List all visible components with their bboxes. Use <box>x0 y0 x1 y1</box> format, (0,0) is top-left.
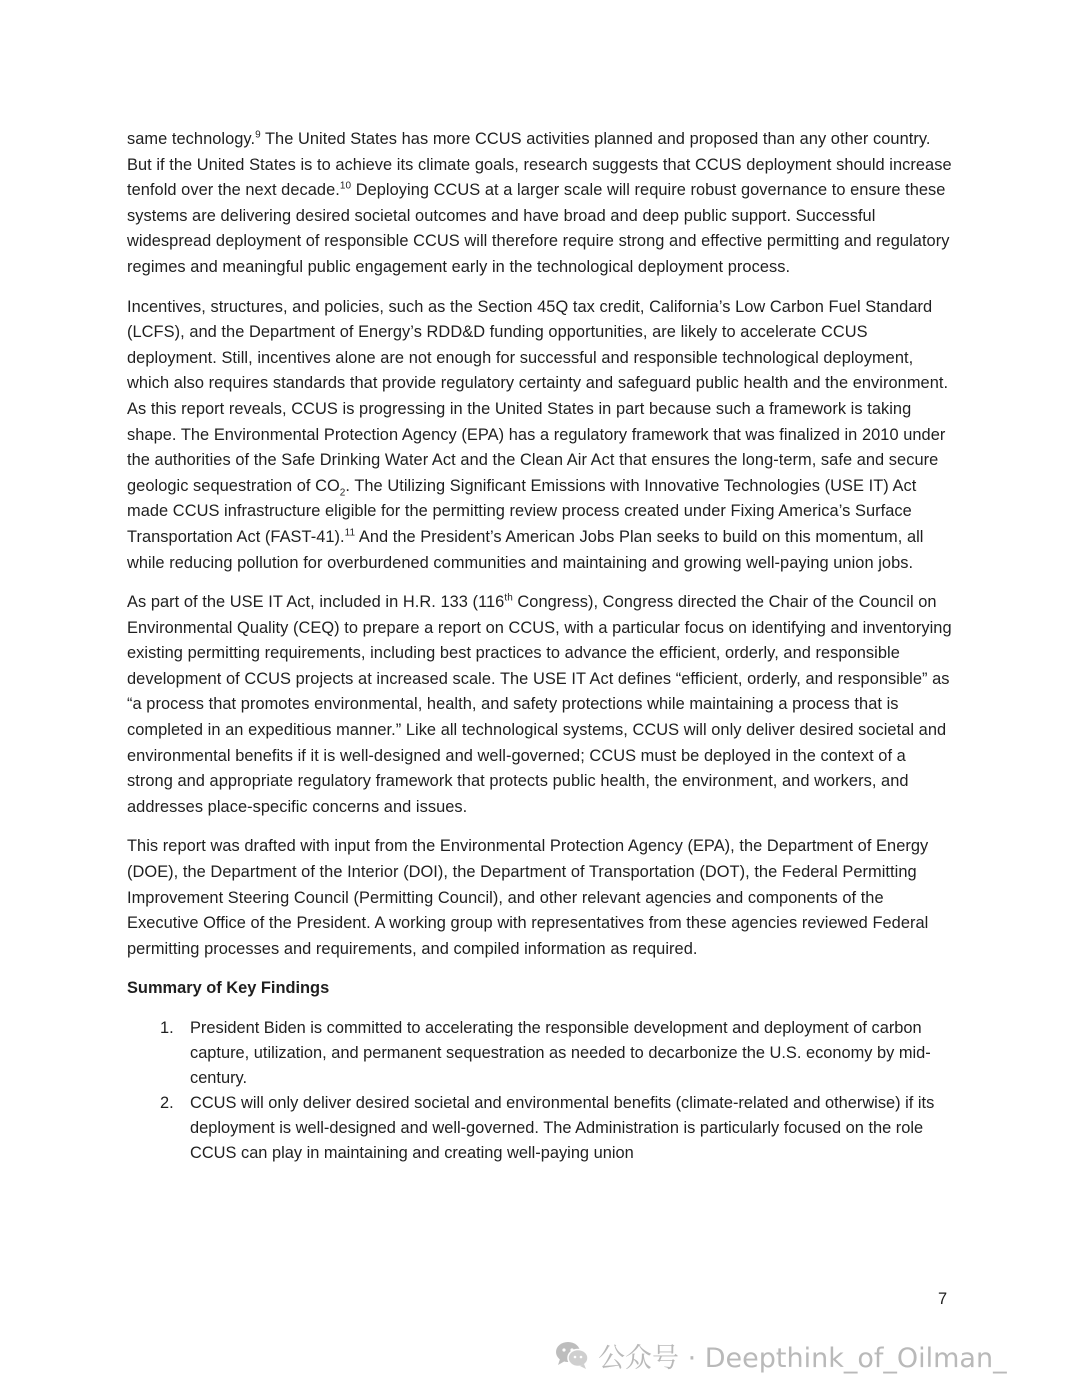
paragraph-text: And the President’s American Jobs Plan seeks to build on this momentum, all while reducing pollution for overburdened communities and maintaining and growing well-paying union jobs. <box>127 527 924 572</box>
body-paragraphs <box>127 127 955 962</box>
paragraph-text: The United States has more CCUS activities planned and proposed than any other country. But if the United States is to achieve its climate goals, research suggests that CCUS deployment should increase tenfold over the next decade. <box>127 130 952 200</box>
document-page <box>127 127 955 1166</box>
watermark <box>554 1335 1007 1375</box>
footnote-reference: 11 <box>344 527 356 539</box>
key-findings-list <box>127 1016 955 1166</box>
list-item-number: 1. <box>160 1019 174 1037</box>
paragraph-text: Congress), Congress directed the Chair of the Council on Environmental Quality (CEQ) to prepare a report on CCUS, with a particular focus on identifying and inventorying existing permitting requirements, including best practices to advance the efficient, orderly, and responsible development of CCUS projects at increased scale. The USE IT Act defines “efficient, orderly, and responsible” as “a process that promotes environmental, health, and safety protections while maintaining a process that is completed in an expeditious manner.” Like all technological systems, CCUS will only deliver desired societal and environmental benefits if it is well-designed and well-governed; CCUS must be deployed in the context of a strong and appropriate regulatory framework that protects public health, the environment, and workers, and addresses place-specific concerns and issues. <box>127 593 952 816</box>
paragraph <box>127 127 955 281</box>
list-item-text: CCUS will only deliver desired societal and environmental benefits (climate-related and otherwise) if its deployment is well-designed and well-governed. The Administration is particularly focused on the role CCUS can play in maintaining and creating well-paying union <box>190 1094 935 1162</box>
subscript: 2 <box>339 487 346 498</box>
paragraph-text: Deploying CCUS at a larger scale will require robust governance to ensure these systems are delivering desired societal outcomes and have broad and deep public support. Successful widespread deployment of responsible CCUS will therefore require strong and effective permitting and regulatory regimes and meaningful public engagement early in the technological deployment process. <box>127 181 950 276</box>
footnote-reference: 10 <box>339 180 352 192</box>
paragraph-text: This report was drafted with input from the Environmental Protection Agency (EPA), the Department of Energy (DOE), the Department of the Interior (DOI), the Department of Transportation (DOT), the Federal Permitting Improvement Steering Council (Permitting Council), and other relevant agencies and components of the Executive Office of the President. A working group with representatives from these agencies reviewed Federal permitting processes and requirements, and compiled information as required. <box>127 837 929 958</box>
paragraph <box>127 834 955 962</box>
paragraph-text: same technology. <box>127 130 256 148</box>
list-item-text: President Biden is committed to accelerating the responsible development and deployment of carbon capture, utilization, and permanent sequestration as needed to decarbonize the U.S. economy by mid-century. <box>190 1019 931 1087</box>
list-item <box>127 1016 955 1091</box>
paragraph <box>127 295 955 577</box>
list-item-number: 2. <box>160 1094 174 1112</box>
footnote-reference: 9 <box>255 129 261 141</box>
paragraph <box>127 590 955 820</box>
paragraph-text: Incentives, structures, and policies, such as the Section 45Q tax credit, California’s Low Carbon Fuel Standard (LCFS), and the Department of Energy’s RDD&D funding opportunities, are likely to accelerate CCUS deployment. Still, incentives alone are not enough for successful and responsible technological deployment, which also requires standards that provide regulatory certainty and safeguard public health and the environment. As this report reveals, CCUS is progressing in the United States in part because such a framework is taking shape. The Environmental Protection Agency (EPA) has a regulatory framework that was finalized in 2010 under the authorities of the Safe Drinking Water Act and the Clean Air Act that ensures the long-term, safe and secure geologic sequestration of CO <box>127 297 949 495</box>
watermark-text: 公众号 · Deepthink_of_Oilman_ <box>598 1342 1007 1374</box>
summary-heading: Summary of Key Findings <box>127 979 330 998</box>
footnote-reference: th <box>504 592 513 604</box>
wechat-icon <box>554 1339 590 1371</box>
paragraph-text: . The Utilizing Significant Emissions with Innovative Technologies (USE IT) Act made CCUS infrastructure eligible for the permitting review process created under Fixing America’s Surface Transportation Act (FAST-41). <box>127 476 917 546</box>
paragraph-text: As part of the USE IT Act, included in H.R. 133 (116 <box>127 593 505 612</box>
page-number: 7 <box>938 1290 948 1308</box>
list-item <box>127 1091 955 1166</box>
